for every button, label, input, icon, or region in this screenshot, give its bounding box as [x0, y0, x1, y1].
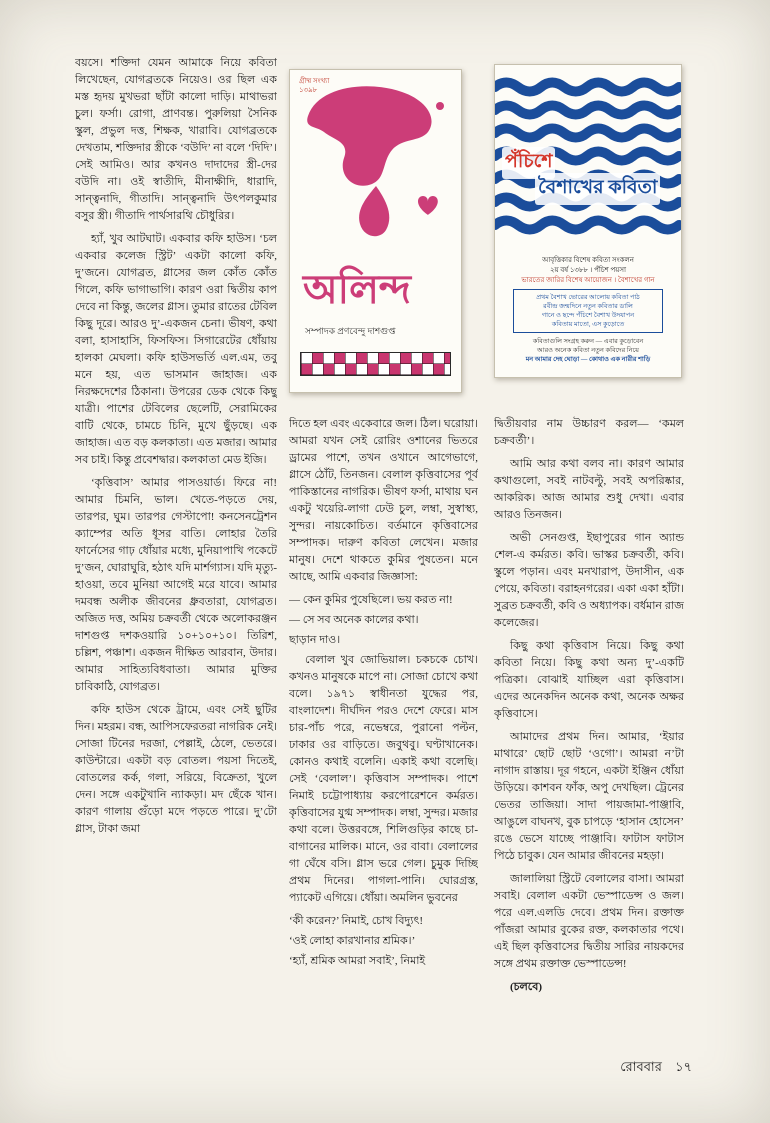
page-number: ১৭: [675, 1059, 692, 1074]
magazine-cover-panchishe: [494, 64, 682, 378]
cover-bottom-lines: [505, 337, 671, 364]
dialogue-line: ‘হ্যাঁ, শ্রমিক আমরা সবাই’, নিমাই: [289, 955, 426, 967]
paragraph: হ্যাঁ, খুব আটঘাট। একবার কফি হাউস। ‘চল একবার কলেজ স্ট্রিট’ একটা কালো কফি, দু’জনে। যোগব্রত, গ্লাসের জল কোঁত কোঁত গিলে, কফি ভাগাভাগি। কারণ ওরা দ্বিতীয় কাপ দেবে না কিন্তু, জলের গ্লাস। তুমার রাতের টেবিল কিছু দূরে। আরও দু’-একজন চেনা। ভীষণ, কথা বলা, হাসাহাসি, ফিসফিস। সিগারেটের ধোঁয়ায় হালকা মেঘলা। কফি হাউসভর্তি এল.এম, তবু মনে হয়, এত ভাসমান জাহাজ। এক নিরক্ষদেশের ঠিকানা। উপরের ডেক থেকে কিছু যাত্রী। পাশের টেবিলের ছেলেটি, সেরামিকের বাটি থেকে, চামচে চিনি, মুখে ছুঁড়ছে। এক জাহাজ। এত বড় কলকাতা। এত মজার। আমার সব চাই। কিন্তু প্রবেশদ্বার। কলকাতা মেড ইজি।: [75, 233, 277, 466]
page-footer: [620, 1058, 692, 1079]
bottom-line: কবিতাগুলি সংগ্রহ করুন — এবার কুড়োবেন: [532, 338, 644, 345]
meta-line-red: ভারতের জারির বিশেষ আয়োজন । বৈশাখের গান: [521, 276, 655, 284]
paragraph: কিছু কথা কৃত্তিবাস নিয়ে। কিছু কথা কবিতা নিয়ে। কিছু কথা অন্য দু’-একটি পত্রিকা। বোঝাই যাচ্ছিল এরা কৃত্তিবাস। এদের অনেকদিন অনেক কথা, অনেক অক্ষর কৃত্তিবাসে।: [494, 640, 684, 720]
dialogue-line: ‘কী করেন?’ নিমাই, চোখ বিদ্যুৎ!: [289, 915, 424, 927]
issue-year: ১৩৯৮: [299, 86, 318, 94]
box-line: গানে ও ছন্দে পঁচিশে বৈশাখ উদযাপন: [541, 312, 635, 319]
paragraph: বেলাল খুব জোভিয়াল। চকচকে চোখ। কখনও মানুষকে মাপে না। সোজা চোখে কথা বলে। ১৯৭১ স্বাধীনতা যুদ্ধের পর, বাংলাদেশ। দীর্ঘদিন পরও দেশে ফেরে। মাস চার-পাঁচ পরে, নভেম্বরে, পুরানো পল্টন, ঢাকার ওর বাড়িতে। জবুথবু। ঘণ্টাখানেক। কোনও কথাই বলেনি। একাই কথা বলেছি। সেই ‘বেলাল’। কৃত্তিবাস সম্পাদক। পাশে নিমাই চট্টোপাধ্যায় করপোরেশনে কর্মরত। কৃত্তিবাসের যুগ্ম সম্পাদক। লম্বা, সুন্দর। মজার কথা বলে। উত্তরবঙ্গে, শিলিগুড়ির কাছে চা-বাগানের মালিক। মানে, ওর বাবা। বেলালের গা ঘেঁষে বসি। গ্লাস ভরে গেল। চুমুক দিচ্ছি প্রথম দিনের। পাগলা-পানি। ঘোরগ্রস্ত, প্যাকেট এগিয়ে। ধোঁয়া। অমলিন ভুবনের: [289, 654, 478, 904]
paragraph: অভী সেনগুপ্ত, ইছাপুরের গান অ্যান্ড শেল-এ কর্মরত। কবি। ভাস্কর চক্রবর্তী, কবি। স্কুলে পড়ান। এবং মনখারাপ, উদাসীন, এক পেয়ে, কবিতা। বরাহনগরের। একা একা হাঁটা। সুব্রত চক্রবর্তী, কবি ও অধ্যাপক। বর্ধমান রাজ কলেজের।: [494, 532, 684, 629]
checker-strip: [300, 352, 451, 376]
bottom-line: আরও অনেক কবিতা নতুন কবিদের নিয়ে: [537, 347, 639, 354]
box-line: রবীন্দ্র জন্মদিনে নতুন কবিতার ডালি: [543, 303, 633, 310]
footer-label: রোববার: [620, 1059, 662, 1074]
editor-name: প্রণবেন্দু দাশগুপ্ত: [337, 326, 396, 336]
cover-title-word1: পঁচিশে: [502, 147, 555, 179]
paragraph: জালালিয়া স্ট্রিটে বেলালের বাসা। আমরা সবাই। বেলাল একটা ভেস্পাডেন্স ও জল। পরে এল.এলডি দেবে। প্রথম দিন। রক্তাক্ত পাঁজরা আমার বুকের রক্ত, কলকাতার পথে। এই ছিল কৃত্তিবাসের দ্বিতীয় সারির নায়কদের সঙ্গে প্রথম রক্তাক্ত ভেস্পাডেন্স!: [494, 873, 684, 970]
article-column-right: [494, 416, 684, 1050]
cover-title-alinda: অলিন্দ: [303, 267, 411, 312]
dialogue-line: ছাড়ান দাও।: [289, 634, 341, 646]
paragraph: আমাদের প্রথম দিন। আমার, ‘ইয়ার মাথারে’ ছোট ছোট ‘ওগো’। আমরা ন’টা নাগাদ রাস্তায়। দূর গহনে, একটা ইঞ্জিন ধোঁয়া উড়িয়ে। কাশবন ফাঁক, অপু দেখছিল। ট্রেনের ভেতর তাজিয়া। সাদা পায়জামা-পাঞ্জাবি, আঙুলে বাঘনখ, বুক চাপড়ে ‘হাসান হোসেন’ রঙে ভেসে যাচ্ছে পাঞ্জাবি। ফাটাস ফাটাস পিঠে চাবুক। যেন আমার জীবনের মহড়া।: [494, 731, 684, 862]
box-line: কবিতায় মাতো, এস কুড়োতে: [551, 321, 625, 328]
cover-title-rest: বৈশাখের কবিতা: [535, 173, 660, 205]
paragraph: দ্বিতীয়বার নাম উচ্চারণ করল— ‘কমল চক্রবর্তী’।: [494, 418, 684, 447]
magazine-cover-alinda: [289, 69, 462, 393]
paragraph: আমি আর কথা বলব না। কারণ আমার কথাগুলো, সবই নাটবল্টু, সবই অপরিষ্কার, আকরিক। আজ আমার শুধু দেখা। এবার আরও তিনজন।: [494, 458, 684, 521]
editor-label: সম্পাদক: [305, 326, 336, 336]
to-be-continued: (চলবে): [510, 981, 543, 993]
cover-meta-lines: [503, 255, 673, 285]
paragraph: কফি হাউস থেকে ট্রামে, এবং সেই ছুটির দিন। মহরম। বন্ধ, আপিসফেরতরা নাগরিক নেই। সোজা টিনের দরজা, পেল্লাই, ঠেলে, ভেতরে। কাউন্টারে। একটা বড় বোতল। পয়সা দিতেই, বোতলের কর্ক, গলা, সরিয়ে, বিক্রেতা, খুলে দেন। সঙ্গে একটুখানি ন্যাকড়া। মদ ছেঁকে খান। কারণ গালায় গুঁড়ো মদে পড়তে পারে। দু’টো গ্লাস, টাকা জমা: [75, 704, 277, 835]
abstract-blob-art: [290, 78, 461, 268]
cover-contents-box: [513, 289, 663, 333]
article-column-middle: [289, 416, 478, 1050]
dialogue-line: — সে সব অনেক কালের কথা।: [289, 614, 419, 626]
issue-line: গ্রীষ্ম সংখ্যা: [299, 77, 330, 85]
bottom-line-blue: মন আমার দেহ ঘোড়া — কোথাও এক নারীর শাড়ি: [525, 356, 651, 363]
meta-line: ২য় বর্ষ ১৩৮৮ । পঁচিশ পয়সা: [549, 266, 627, 274]
paragraph: দিতে হল এবং একেবারে জল। ঠিল। ঘরোয়া। আমরা যখন সেই রোরিং ওশানের ভিতরে ড্রামের পাশে, তখন ওখানে আগেভাগে, গ্লাসে ঠোঁট, তিনজন। বেলাল কৃত্তিবাসের পূর্ব পাকিস্তানের নাগরিক। ভীষণ ফর্সা, মাথায় ঘন একটু খয়েরি-লাগা ঢেউ চুল, লম্বা, সুস্বাস্থ্য, সুন্দর। নায়কোচিত। বর্তমানে কৃত্তিবাসের সম্পাদক। দারুণ কবিতা লেখেন। মজার মানুষ। দেশে থাকতে কুমির পুষতেন। মনে আছে, আমি একবার জিজ্ঞাসা:: [289, 418, 478, 583]
meta-line: আবৃত্তিকার বিশেষ কবিতা সংকলন: [542, 256, 634, 264]
dialogue-line: — কেন কুমির পুষেছিলে। ভয় করত না!: [289, 594, 453, 606]
dialogue-line: ‘ওই লোহা কারখানার শ্রমিক।’: [289, 935, 416, 947]
article-column-left: [75, 55, 277, 1050]
box-line: প্রথম বৈশাখ ভোরের আলোয় কবিতা পাঠ: [536, 294, 640, 301]
paragraph: ‘কৃত্তিবাস’ আমার পাসওয়ার্ড। ফিরে না! আমার চিমনি, ভাল। খেতে-পড়তে দেয়, তারপর, ঘুম। তারপর গেস্টাপো! কনসেনট্রেশন ক্যাম্পের অতি ধূসর বাতি। লোহার তৈরি ফার্নেসের গাঢ় ধোঁয়ার মধ্যে, মুনিয়াপাখি পকেটে দু’জন, ঘোরাঘুরি, হঠাৎ যদি মার্শগ্যাস। যদি মৃত্যু-হাওয়া, তবে মুনিয়া আগেই মরে যাবে। আমার দমবন্ধ অলীক জীবনের ধ্রুবতারা, যোগব্রত। অজিত দত্ত, অমিয় চক্রবর্তী থেকে অলোকরঞ্জন দাশগুপ্ত দশকওয়ারি ১০+১০+১০। তিরিশ, চল্লিশ, পঞ্চাশ। একজন দীক্ষিত আরবান, উদার। আমার সাহিত্যবিধবাতা। আমার মুক্তির চাবিকাঠি, যোগব্রত।: [75, 477, 277, 693]
cover-editor-line: [305, 324, 396, 339]
paragraph: বয়সে। শক্তিদা যেমন আমাকে নিয়ে কবিতা লিখেছেন, যোগব্রতকে নিয়েও। ওর ছিল এক মস্ত হৃদয় মুখভরা ছাঁটা কালো দাড়ি। মাথাভরা চুল। ফর্সা। রোগা, প্রাণবন্ত। পুরুলিয়া সৈনিক স্কুল, প্রভুল দত্ত, শিক্ষক, খারাবি। যোগব্রতকে দেখতাম, শক্তিদার স্ত্রীকে ‘বউদি’ না বলে ‘দিদি’। সেই আমিও। আর কখনও দাদাদের স্ত্রী-দের বউদি না। ওই স্বাতীদি, মীনাক্ষীদি, ধারাদি, সান্ত্বনাদি, গীতাদি। সান্ত্বনাদি উৎপলকুমার বসুর স্ত্রী। গীতাদি পার্থসারথি চৌধুরির।: [75, 57, 277, 222]
